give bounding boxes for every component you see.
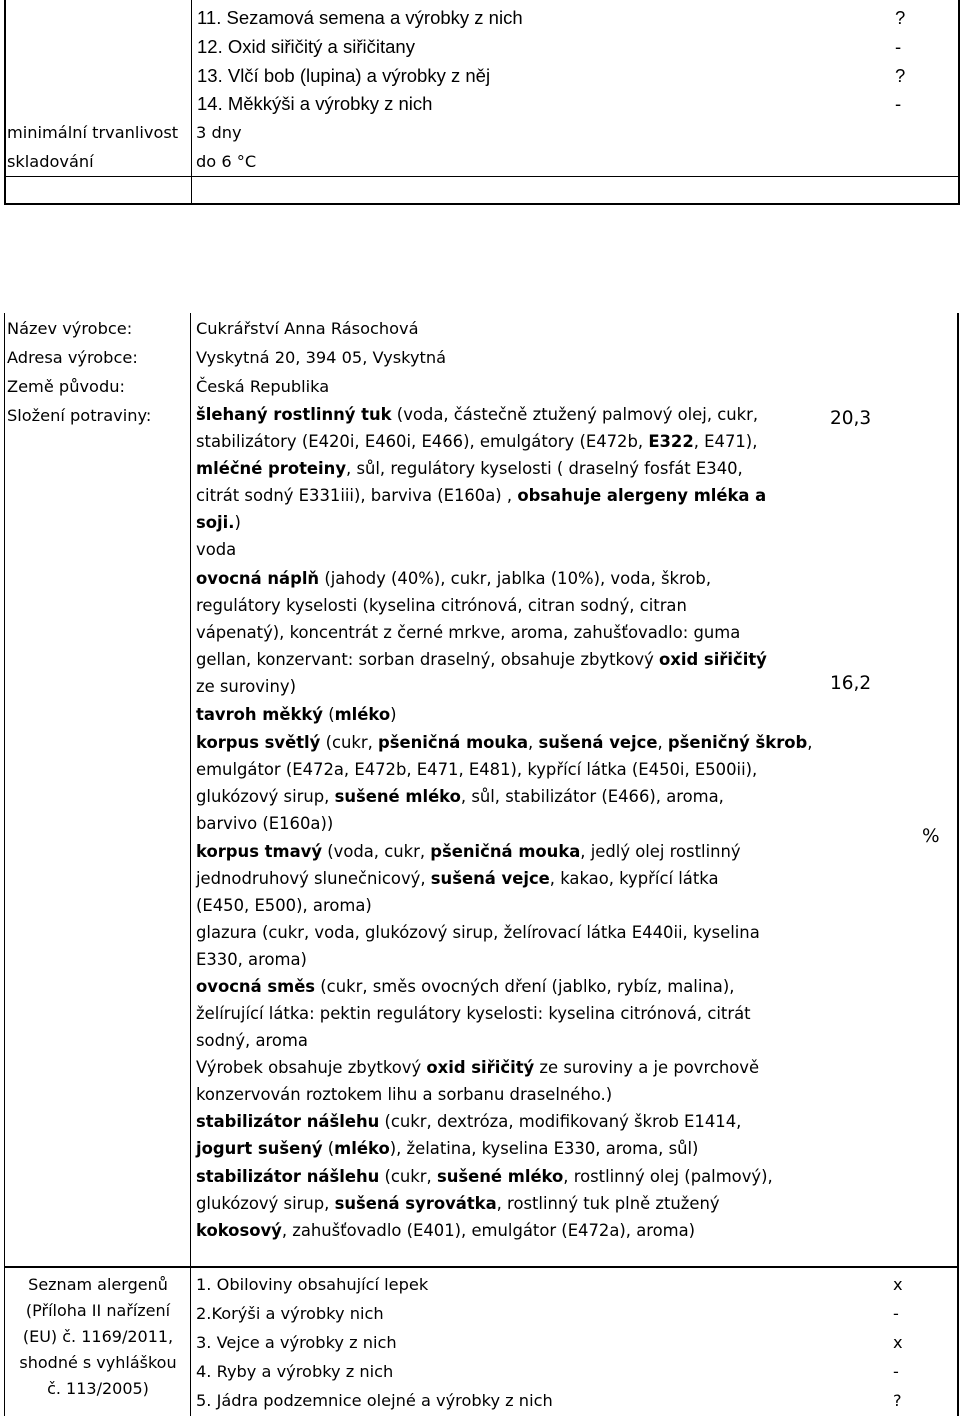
allergen-mark-11: ? (895, 7, 906, 28)
allergen-mark-4: - (893, 1362, 899, 1381)
allergen-mark-14: - (895, 93, 902, 114)
main-table-divider (190, 313, 191, 1416)
allergen-item-2: 2.Korýši a výrobky nich (196, 1304, 384, 1323)
producer-address-label: Adresa výrobce: (7, 348, 138, 367)
allergen-mark-1: x (893, 1275, 903, 1294)
percentage-unit: % (922, 826, 940, 847)
composition-label: Složení potraviny: (7, 406, 152, 425)
main-table-right-border (957, 313, 959, 1416)
allergen-section-top-border (4, 1266, 959, 1268)
allergen-mark-13: ? (895, 65, 906, 86)
allergen-list-label-5: č. 113/2005) (47, 1379, 149, 1398)
storage-value: do 6 °C (196, 152, 257, 171)
allergen-mark-5: ? (893, 1391, 902, 1410)
producer-address: Vyskytná 20, 394 05, Vyskytná (196, 348, 447, 367)
allergen-list-label-3: (EU) č. 1169/2011, (22, 1327, 174, 1346)
allergen-mark-2: - (893, 1304, 899, 1323)
allergen-item-13: 13. Vlčí bob (lupina) a výrobky z něj (197, 65, 491, 86)
allergen-item-1: 1. Obiloviny obsahující lepek (196, 1275, 429, 1294)
percentage-second: 16,2 (830, 673, 872, 694)
allergen-list-label-2: (Příloha II nařízení (25, 1301, 171, 1320)
origin-label: Země původu: (7, 377, 125, 396)
allergen-item-4: 4. Ryby a výrobky z nich (196, 1362, 394, 1381)
allergen-list-label-1: Seznam alergenů (28, 1275, 168, 1294)
allergen-mark-12: - (895, 36, 902, 57)
producer-name: Cukrářství Anna Rásochová (196, 319, 419, 338)
top-table-row-line (4, 176, 960, 177)
allergen-mark-3: x (893, 1333, 903, 1352)
shelf-life-value: 3 dny (196, 123, 242, 142)
allergen-list-label-4: shodné s vyhláškou (19, 1353, 177, 1372)
shelf-life-label: minimální trvanlivost (7, 123, 179, 142)
storage-label: skladování (7, 152, 94, 171)
allergen-item-14: 14. Měkkýši a výrobky z nich (197, 93, 433, 114)
allergen-item-11: 11. Sezamová semena a výrobky z nich (197, 7, 523, 28)
top-table-divider (191, 0, 192, 204)
main-table-left-border (4, 313, 5, 1416)
top-table-bottom-border (4, 203, 960, 205)
allergen-item-5: 5. Jádra podzemnice olejné a výrobky z nich (196, 1391, 553, 1410)
allergen-item-3: 3. Vejce a výrobky z nich (196, 1333, 397, 1352)
top-table-left-border (4, 0, 6, 204)
percentage-first: 20,3 (830, 408, 872, 429)
producer-name-label: Název výrobce: (7, 319, 133, 338)
origin-value: Česká Republika (196, 377, 330, 396)
allergen-item-12: 12. Oxid siřičitý a siřičitany (197, 36, 415, 57)
